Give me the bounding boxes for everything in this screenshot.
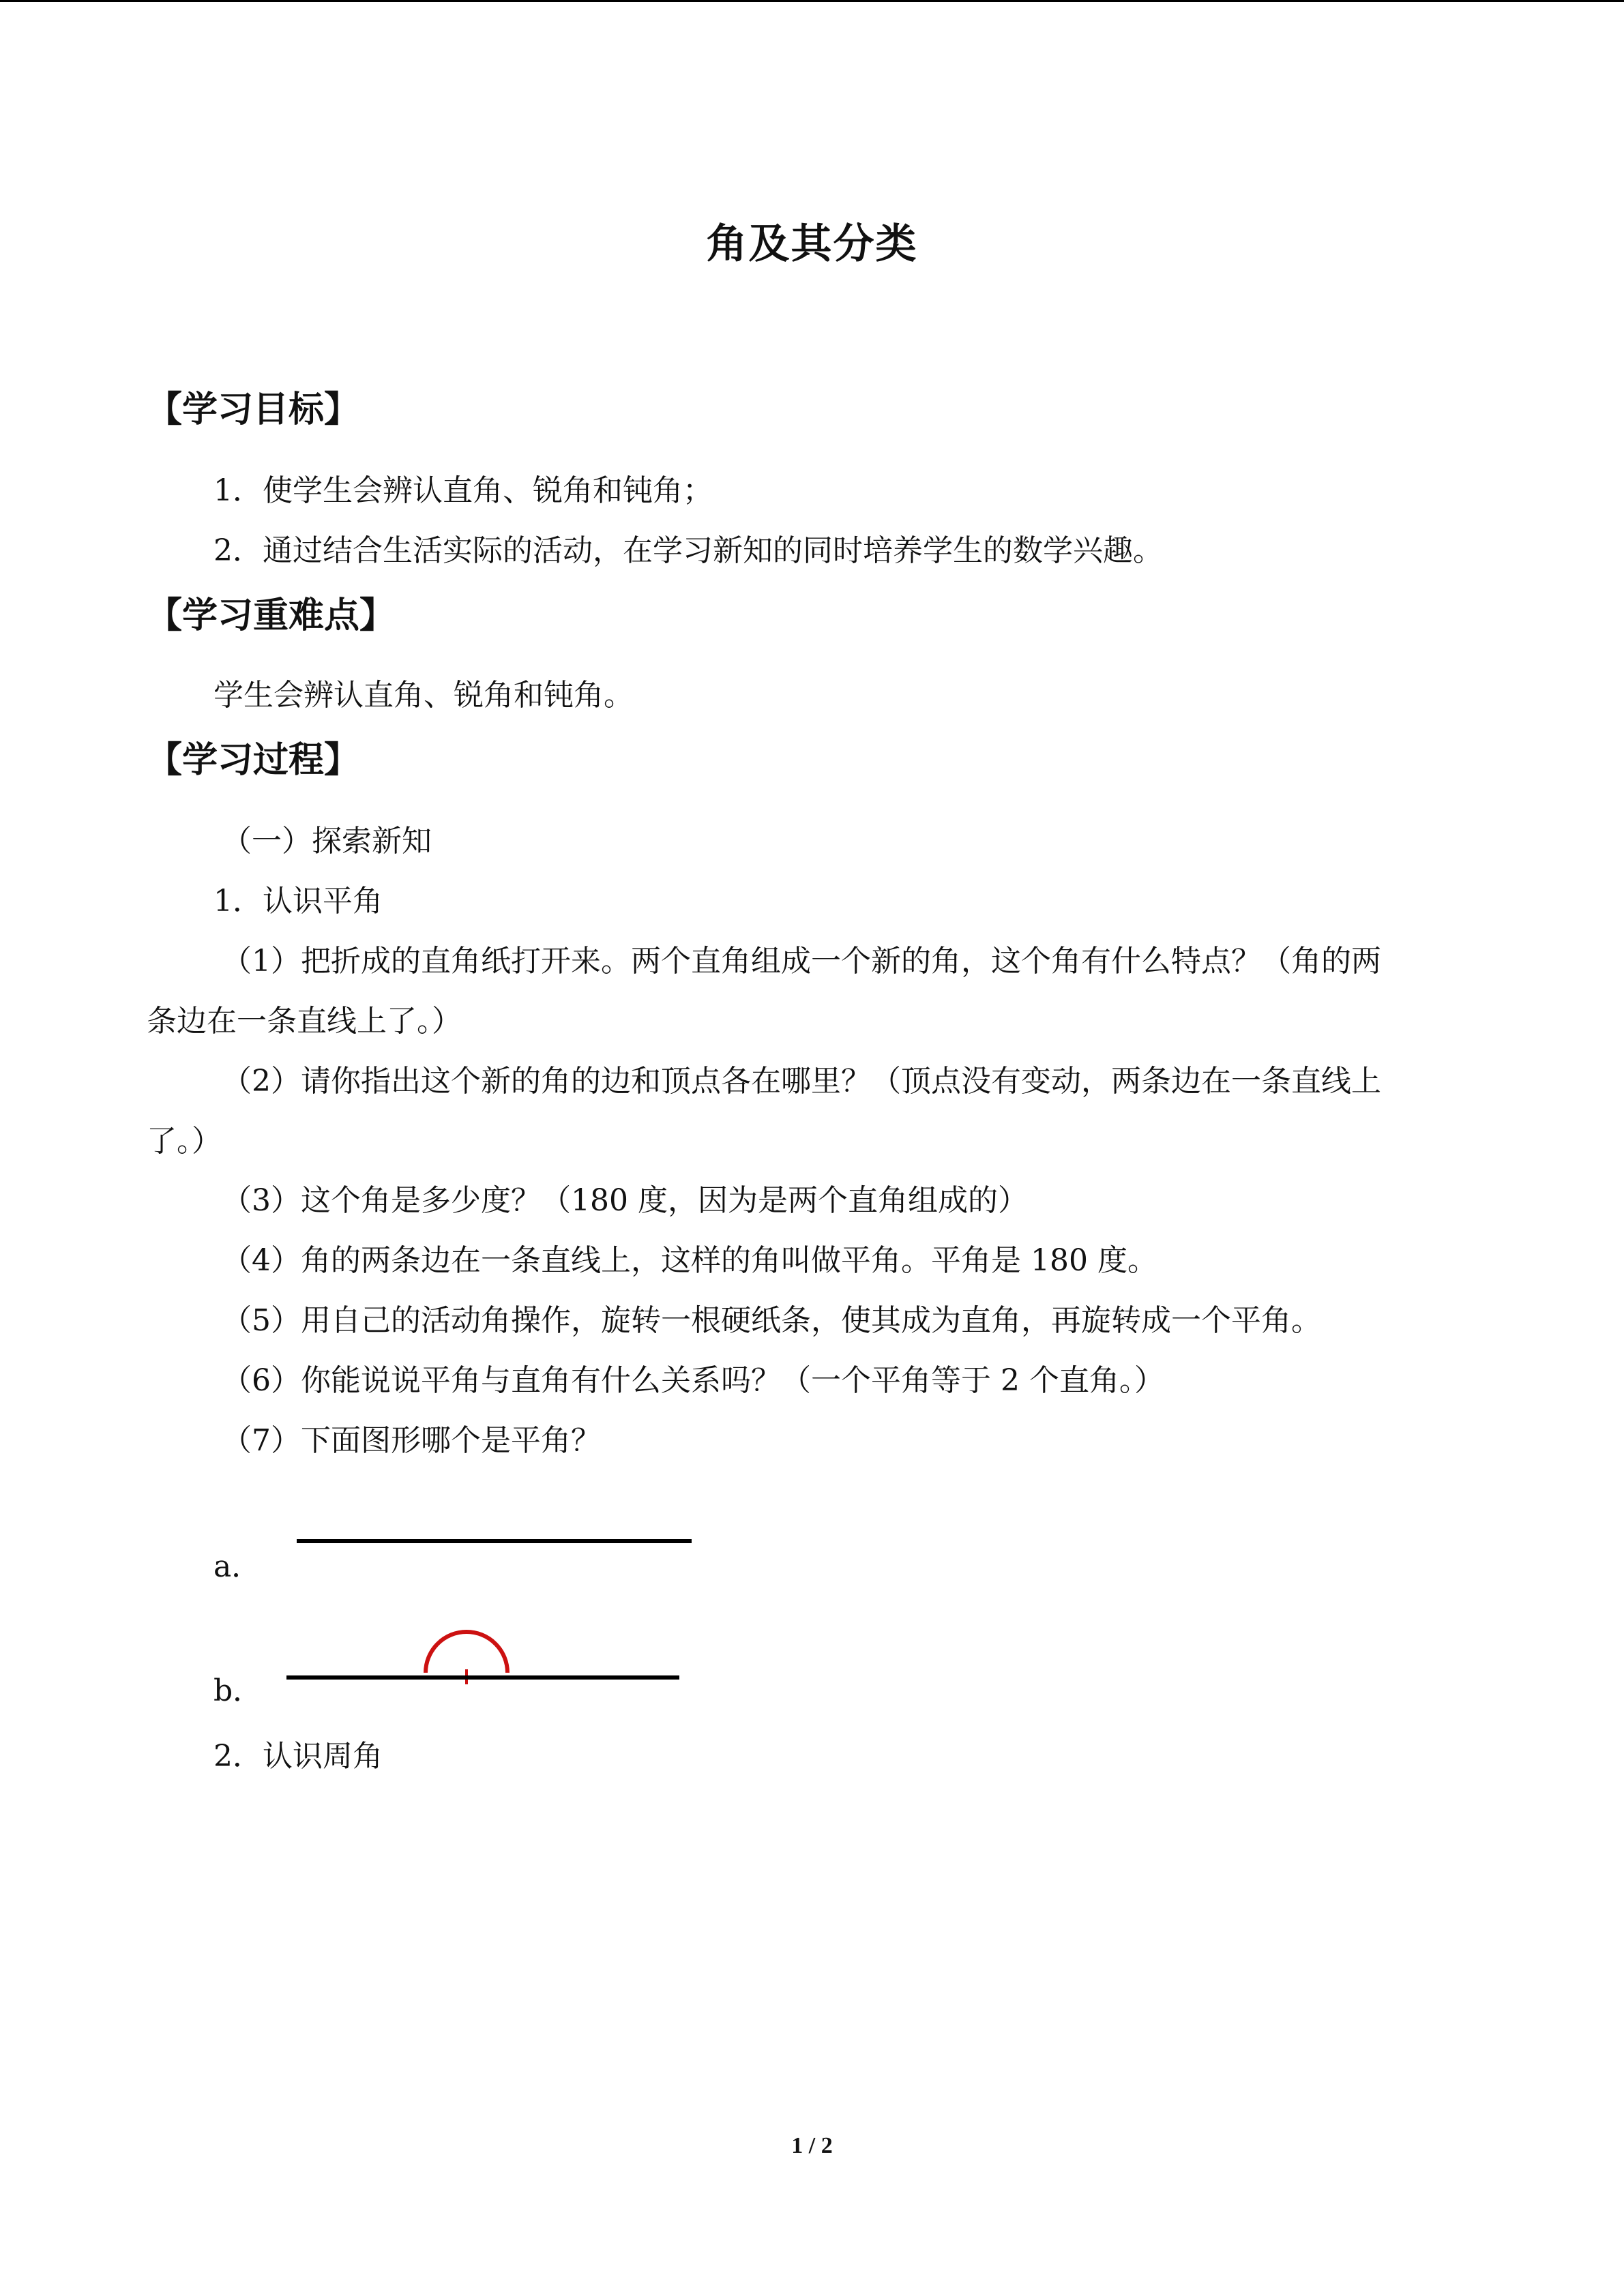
question-7: （7）下面图形哪个是平角？ bbox=[222, 1423, 601, 1458]
question-2-line-2: 了。） bbox=[147, 1124, 222, 1159]
question-1-line-1: （1）把折成的直角纸打开来。两个直角组成一个新的角，这个角有什么特点？（角的两 bbox=[222, 944, 1381, 979]
question-3: （3）这个角是多少度？（180 度，因为是两个直角组成的） bbox=[222, 1183, 1028, 1218]
process-item-2: 2．认识周角 bbox=[213, 1739, 383, 1774]
page-number: 1 / 2 bbox=[791, 2133, 833, 2158]
goal-item-1: 1．使学生会辨认直角、锐角和钝角； bbox=[213, 473, 713, 508]
key-points-text: 学生会辨认直角、锐角和钝角。 bbox=[213, 678, 634, 713]
page-title: 角及其分类 bbox=[706, 220, 918, 268]
question-6: （6）你能说说平角与直角有什么关系吗？（一个平角等于 2 个直角。） bbox=[222, 1363, 1164, 1398]
process-part-1: （一）探索新知 bbox=[222, 824, 432, 859]
goal-item-2: 2．通过结合生活实际的活动，在学习新知的同时培养学生的数学兴趣。 bbox=[213, 533, 1163, 568]
option-b-figure bbox=[280, 1616, 689, 1691]
process-item-1: 1．认识平角 bbox=[213, 884, 383, 919]
option-a-label: a． bbox=[213, 1549, 262, 1584]
question-5: （5）用自己的活动角操作，旋转一根硬纸条，使其成为直角，再旋转成一个平角。 bbox=[222, 1303, 1321, 1338]
goals-heading: 【学习目标】 bbox=[147, 389, 360, 430]
option-a-figure bbox=[293, 1534, 703, 1548]
page-top-border bbox=[0, 0, 1624, 2]
key-points-heading: 【学习重难点】 bbox=[147, 595, 396, 636]
question-1-line-2: 条边在一条直线上了。） bbox=[147, 1004, 462, 1039]
process-heading: 【学习过程】 bbox=[147, 740, 360, 781]
straight-angle-arc bbox=[426, 1632, 507, 1673]
option-b-label: b． bbox=[213, 1673, 263, 1708]
question-2-line-1: （2）请你指出这个新的角的边和顶点各在哪里？（顶点没有变动，两条边在一条直线上 bbox=[222, 1064, 1381, 1099]
question-4: （4）角的两条边在一条直线上，这样的角叫做平角。平角是 180 度。 bbox=[222, 1243, 1157, 1278]
